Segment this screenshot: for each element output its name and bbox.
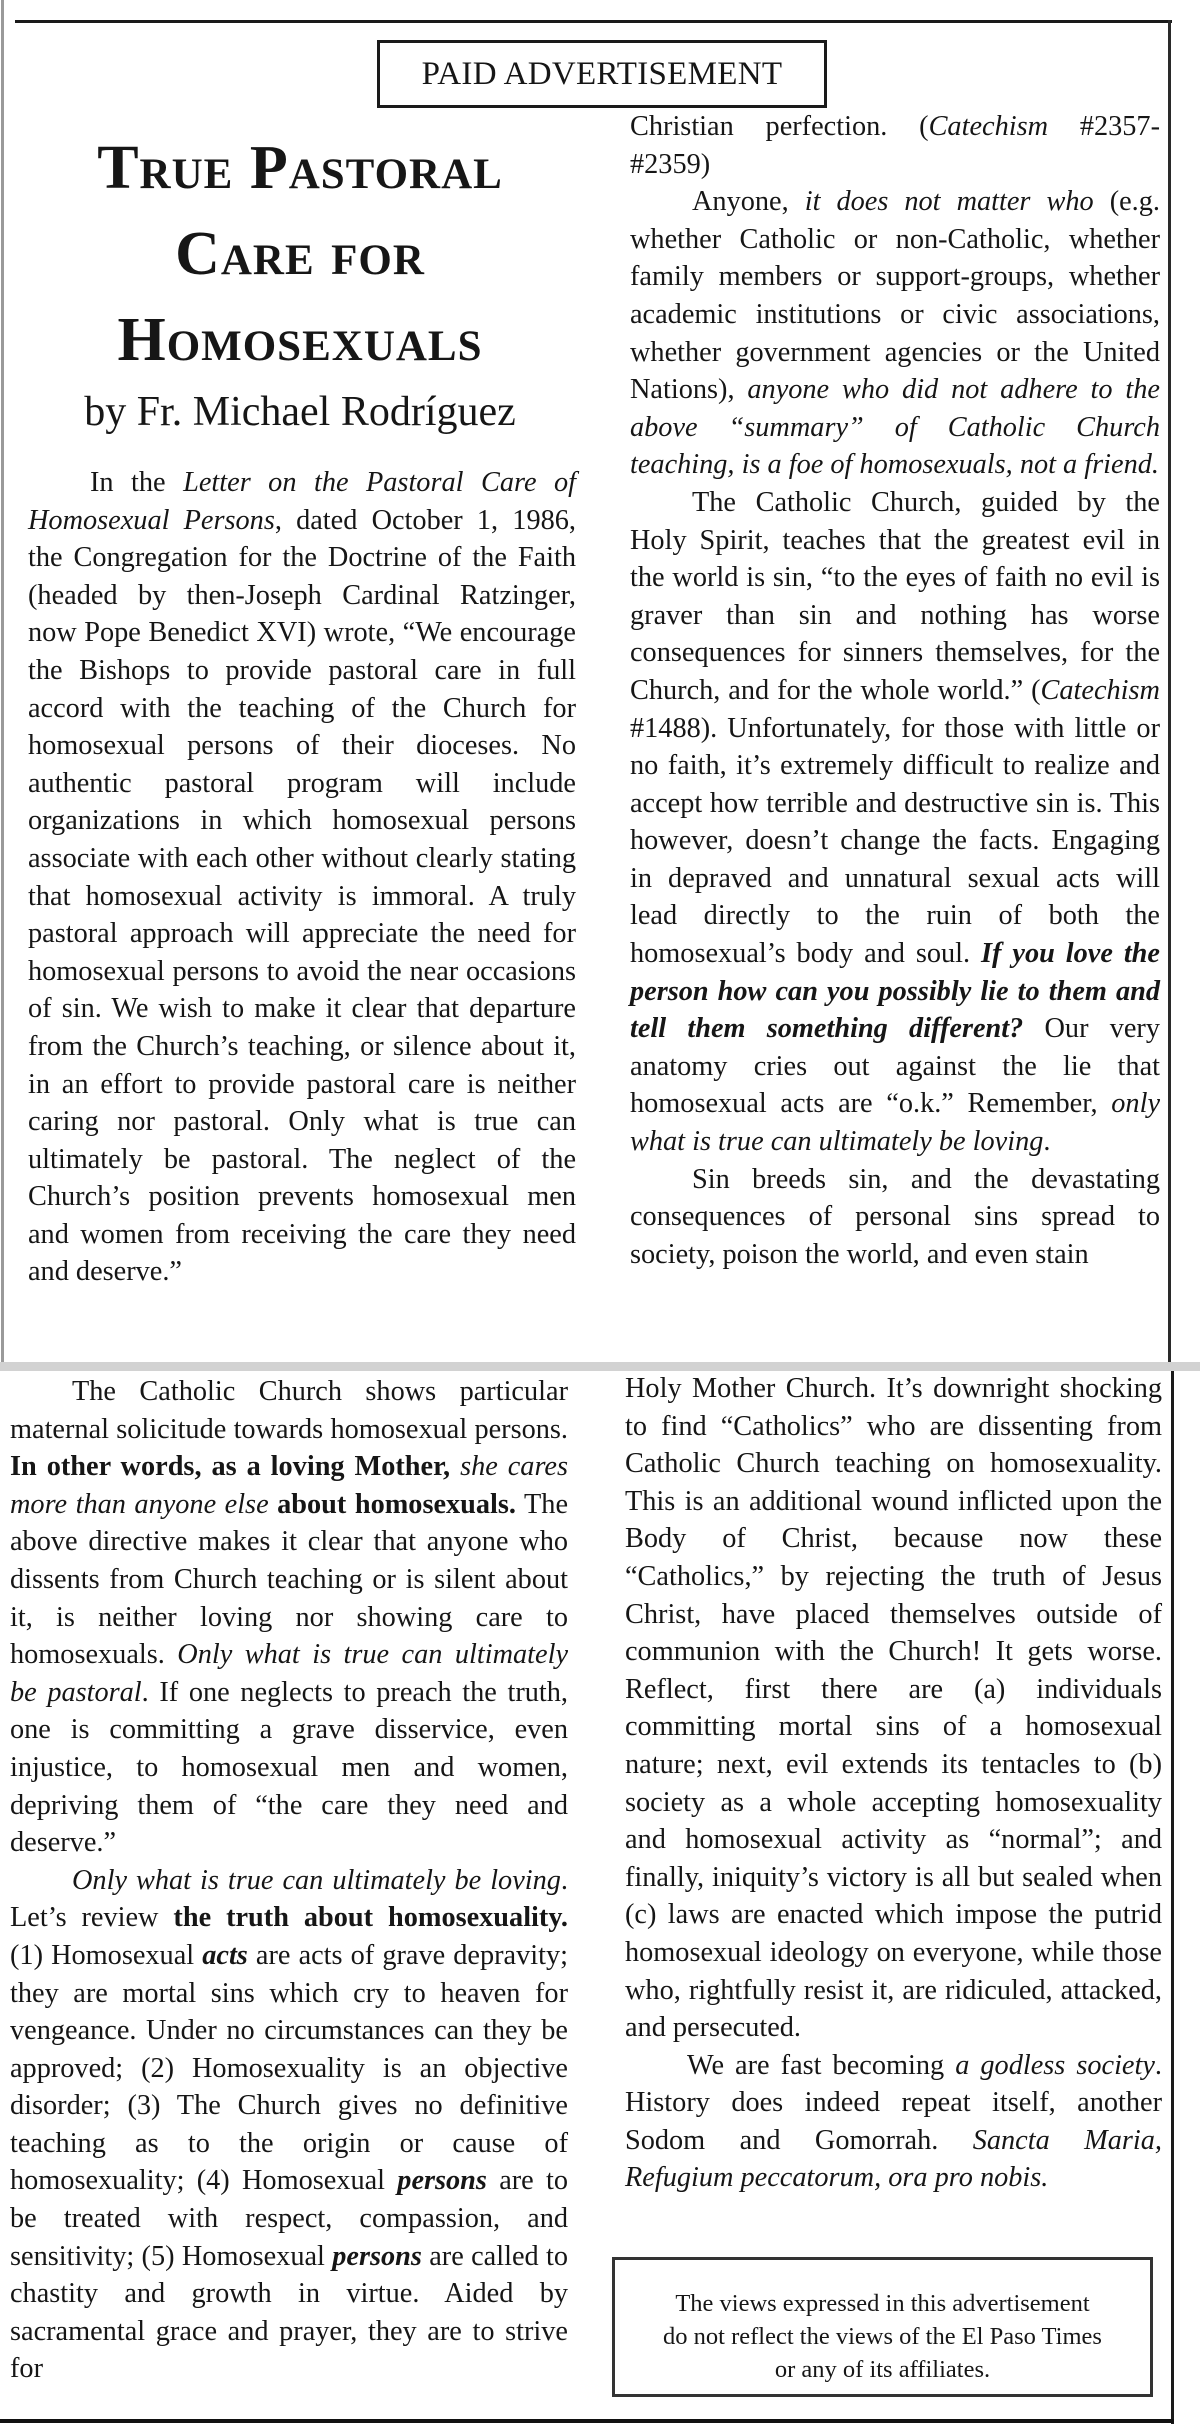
disclaimer-line: The views expressed in this advertisement [675,2290,1090,2317]
frame-bottom-border [0,2419,1174,2423]
frame-left-border [1,0,4,1365]
paragraph: We are fast becoming a godless society. History does indeed repeat itself, another Sodom and Gomorrah. Sancta Maria, Refugium peccatorum, ora pro nobis. [625,2049,1162,2194]
frame-top-border [15,20,1172,23]
left-column-lower [10,1373,568,2388]
frame-right-border-upper [1168,20,1171,1370]
right-column-upper [630,108,1160,1273]
title-line-2: Care for [175,220,425,288]
paragraph: In the Letter on the Pastoral Care of Homosexual Persons, dated October 1, 1986, the Congregation for the Doctrine of the Faith (headed by then-Joseph Cardinal Ratzinger, now Pope Benedict XVI) wrote, “We encourage the Bishops to provide pastoral care in full accord with the teaching of the Church for homosexual persons of their dioceses. No authentic pastoral program will include organizations in which homosexual persons associate with each other without clearly stating that homosexual activity is immoral. A truly pastoral approach will appreciate the need for homosexual persons to avoid the near occasions of sin. We wish to make it clear that departure from the Church’s teaching, or silence about it, in an effort to provide pastoral care is neither caring nor pastoral. Only what is true can ultimately be pastoral. The neglect of the Church’s position prevents homosexual men and women from receiving the care they need and deserve.” [28,467,576,1288]
frame-right-border-lower [1171,1368,1174,2424]
paragraph: Sin breeds sin, and the devastating consequences of personal sins spread to society, poison the world, and even stain [630,1163,1160,1270]
disclaimer-line: or any of its affiliates. [774,2356,991,2383]
paid-advertisement-text: PAID ADVERTISEMENT [421,55,783,92]
paragraph: Christian perfection. (Catechism #2357-#2359) [630,111,1160,180]
paid-advertisement-label [377,40,827,108]
right-column-lower [625,1370,1162,2197]
title-line-3: Homosexuals [117,306,483,374]
paragraph: The Catholic Church shows particular maternal solicitude towards homosexual persons. In other words, as a loving Mother, she cares more than anyone else about homosexuals. The above directive makes it clear that anyone who dissents from Church teaching or is silent about it, is neither loving nor showing care to homosexuals. Only what is true can ultimately be pastoral. If one neglects to preach the truth, one is committing a grave disservice, even injustice, to homosexual men and women, depriving them of “the care they need and deserve.” [10,1376,569,1859]
article-title [30,125,570,383]
title-line-1: True Pastoral [97,134,503,202]
paragraph: The Catholic Church, guided by the Holy Spirit, teaches that the greatest evil in the world is sin, “to the eyes of faith no evil is graver than sin and nothing has worse consequences for sinners themselves, for the Church, and for the whole world.” (Catechism #1488). Unfortunately, for those with little or no faith, it’s extremely difficult to realize and accept how terrible and destructive sin is. This however, doesn’t change the facts. Engaging in depraved and unnatural sexual acts will lead directly to the ruin of both the homosexual’s body and soul. If you love the person how can you possibly lie to them and tell them something different? Our very anatomy cries out against the lie that homosexual acts are “o.k.” Remember, only what is true can ultimately be loving. [630,486,1161,1158]
left-column-upper [28,464,576,1291]
disclaimer-line: do not reflect the views of the El Paso Times [663,2323,1102,2350]
paragraph: Only what is true can ultimately be loving. Let’s review the truth about homosexuality. (1) Homosexual acts are acts of grave depravity; they are mortal sins which cry to heaven for vengeance. Under no circumstances can they be approved; (2) Homosexuality is an objective disorder; (3) The Church gives no definitive teaching as to the origin or cause of homosexuality; (4) Homosexual persons are to be treated with respect, compassion, and sensitivity; (5) Homosexual persons are called to chastity and growth in virtue. Aided by sacramental grace and prayer, they are to strive for [10,1864,569,2385]
paragraph: Holy Mother Church. It’s downright shocking to find “Catholics” who are dissenting from Catholic Church teaching on homosexuality. This is an additional wound inflicted upon the Body of Christ, because now these “Catholics,” by rejecting the truth of Jesus Christ, have placed themselves outside of communion with the Church! It gets worse. Reflect, first there are (a) individuals committing mortal sins of a homosexual nature; next, evil extends its tentacles to (b) society as a whole accepting homosexuality and homosexual activity as “normal”; and finally, iniquity’s victory is all but sealed when (c) laws are enacted which impose the putrid homosexual ideology on everyone, while those who, rightfully resist it, are ridiculed, attacked, and persecuted. [625,1373,1162,2044]
disclaimer-box [612,2257,1153,2397]
article-byline: by Fr. Michael Rodríguez [84,389,516,435]
paragraph: Anyone, it does not matter who (e.g. whether Catholic or non-Catholic, whether family members or support-groups, whether academic institutions or civic associations, whether government agencies or the United Nations), anyone who did not adhere to the above “summary” of Catholic Church teaching, is a foe of homosexuals, not a friend. [630,186,1160,481]
